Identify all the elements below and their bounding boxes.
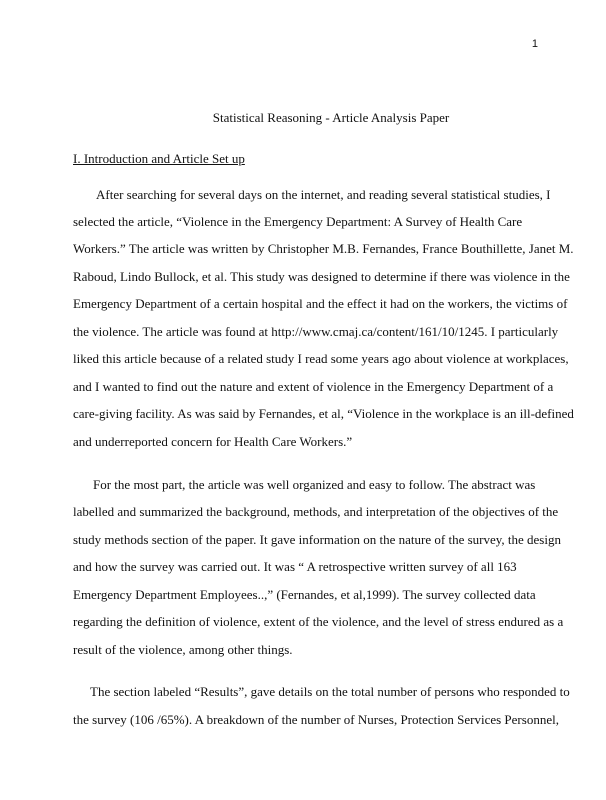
paragraph-1-line-1: After searching for several days on the internet, and reading several statistical studies, I bbox=[96, 187, 551, 202]
paragraph-1-line-6: the violence. The article was found at http://www.cmaj.ca/content/161/10/1245. I particularly bbox=[73, 324, 559, 339]
paragraph-1-line-10: and underreported concern for Health Care Workers.” bbox=[73, 434, 353, 449]
paragraph-3-line-1: The section labeled “Results”, gave details on the total number of persons who responded to bbox=[90, 684, 570, 699]
paragraph-1-line-8: and I wanted to find out the nature and extent of violence in the Emergency Department of a bbox=[73, 379, 554, 394]
paragraph-2-line-4: and how the survey was carried out. It was “ A retrospective written survey of all 163 bbox=[73, 559, 517, 574]
paragraph-1-line-3: Workers.” The article was written by Christopher M.B. Fernandes, France Bouthillette, Janet M. bbox=[73, 241, 574, 256]
paper-title: Statistical Reasoning - Article Analysis Paper bbox=[212, 110, 450, 125]
paragraph-2-line-5: Emergency Department Employees..,” (Fernandes, et al,1999). The survey collected data bbox=[73, 587, 536, 602]
paragraph-1-line-5: Emergency Department of a certain hospital and the effect it had on the workers, the victims of bbox=[73, 296, 568, 311]
page-number: 1 bbox=[531, 38, 538, 50]
section-heading: I. Introduction and Article Set up bbox=[73, 151, 245, 166]
paragraph-1-line-9: care-giving facility. As was said by Fernandes, et al, “Violence in the workplace is an ill-defined bbox=[73, 406, 574, 421]
paragraph-2-line-3: study methods section of the paper. It gave information on the nature of the survey, the design bbox=[73, 532, 561, 547]
paragraph-3-line-2: the survey (106 /65%). A breakdown of the number of Nurses, Protection Services Personnel, bbox=[73, 712, 559, 727]
paragraph-1-line-4: Raboud, Lindo Bullock, et al. This study was designed to determine if there was violence in the bbox=[73, 269, 570, 284]
paragraph-2-line-6: regarding the definition of violence, extent of the violence, and the level of stress endured as a bbox=[73, 614, 564, 629]
paragraph-1-line-7: liked this article because of a related study I read some years ago about violence at workplaces, bbox=[73, 351, 569, 366]
paragraph-2-line-7: result of the violence, among other things. bbox=[73, 642, 293, 657]
paragraph-2-line-1: For the most part, the article was well organized and easy to follow. The abstract was bbox=[93, 477, 536, 492]
paragraph-1-line-2: selected the article, “Violence in the Emergency Department: A Survey of Health Care bbox=[73, 214, 523, 229]
paragraph-2-line-2: labelled and summarized the background, methods, and interpretation of the objectives of the bbox=[73, 504, 559, 519]
